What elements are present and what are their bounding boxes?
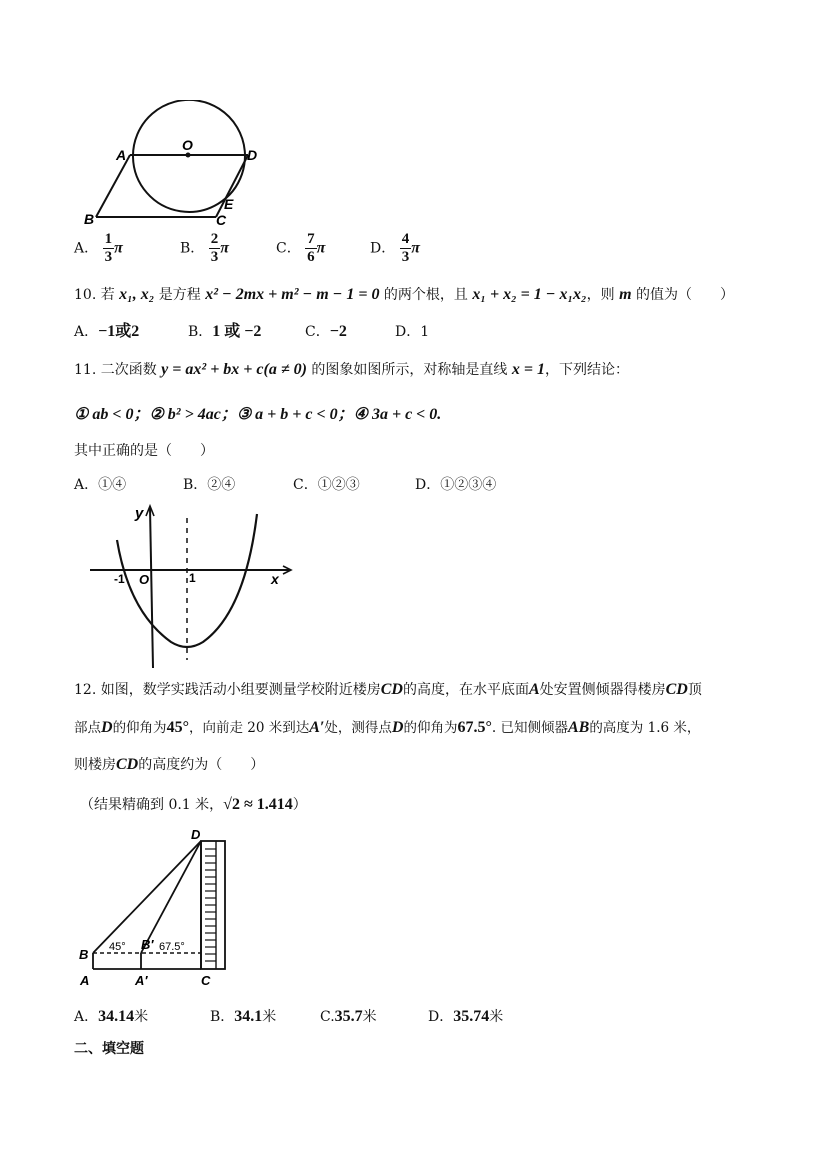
- math: A: [528, 681, 540, 698]
- label-E: E: [224, 196, 234, 212]
- y-axis: [150, 508, 153, 668]
- conclusions-text: ① ab < 0；② b² > 4ac；③ a + b + c < 0；④ 3a + c < 0.: [74, 406, 442, 423]
- q12-note: [80, 795, 307, 815]
- math: m: [619, 286, 632, 303]
- building-elevation-figure: [75, 825, 240, 995]
- numerator: 2: [210, 231, 219, 247]
- q9-option-d: [370, 231, 420, 266]
- option-text: 1: [420, 324, 430, 340]
- denominator: 3: [210, 249, 219, 265]
- option-number: 35.74: [453, 1008, 490, 1025]
- numerator: 4: [401, 231, 410, 247]
- label-D: D: [247, 147, 258, 163]
- pi-symbol: π: [220, 239, 229, 257]
- denominator: 3: [401, 249, 410, 265]
- text: 10. 若: [74, 287, 120, 303]
- math: y = ax² + bx + c(a ≠ 0): [161, 361, 307, 378]
- text: ，则: [586, 287, 620, 303]
- q11-stem: [74, 360, 629, 380]
- label-B-prime: B′: [141, 937, 154, 952]
- fraction: [400, 231, 412, 266]
- text: 的高度，在水平底面: [402, 682, 529, 698]
- label-B: B: [79, 947, 89, 962]
- text: 12. 如图，数学实践活动小组要测量学校附近楼房: [74, 682, 381, 698]
- math: 45°: [166, 719, 189, 736]
- q11-ask: [74, 441, 214, 461]
- label-C: C: [216, 212, 227, 228]
- text: 的高度约为（ ）: [138, 757, 265, 773]
- option-text: 1 或 −2: [212, 323, 262, 340]
- option-letter: A．: [74, 324, 99, 340]
- numerator: 1: [104, 231, 113, 247]
- q11-option-a: A．①④: [74, 477, 127, 493]
- q10-option-a: [74, 322, 139, 342]
- q11-option-b: B．②④: [183, 477, 236, 493]
- text: 的高度为 1.6 米，: [589, 720, 701, 736]
- label-B: B: [84, 211, 95, 227]
- math: D: [101, 719, 113, 736]
- label-origin: O: [139, 572, 150, 587]
- q12-option-c: [320, 1007, 377, 1027]
- math: x₁ + x₂ = 1 − x₁x₂: [472, 286, 587, 303]
- text: ，下列结论：: [545, 362, 629, 378]
- q9-option-b: [180, 231, 229, 266]
- option-number: 34.1: [234, 1008, 263, 1025]
- text: 的两个根，且: [379, 287, 473, 303]
- option-letter: C．: [305, 324, 330, 340]
- q12-option-d: [428, 1007, 503, 1027]
- parabola-graph-figure: [85, 500, 300, 672]
- fraction: [209, 231, 221, 266]
- q10-option-d: [395, 322, 429, 342]
- option-unit: 米: [262, 1009, 277, 1025]
- q12-stem-line1: [74, 680, 702, 700]
- label-O: O: [182, 137, 193, 153]
- option-letter: D．: [370, 240, 396, 257]
- label-D: D: [191, 827, 201, 842]
- pi-symbol: π: [411, 239, 420, 257]
- option-text: −1或2: [98, 323, 140, 340]
- math: CD: [665, 681, 688, 698]
- option-letter: C.: [320, 1009, 335, 1025]
- label-one: 1: [189, 571, 196, 585]
- math: AB: [567, 719, 590, 736]
- option-letter: B．: [188, 324, 213, 340]
- math: x₁, x₂: [119, 286, 155, 303]
- option-letter: B．: [180, 240, 205, 257]
- text: 是方程: [154, 287, 206, 303]
- numerator: 7: [307, 231, 315, 247]
- q10-stem: [74, 285, 734, 305]
- text: 11. 二次函数: [74, 362, 162, 378]
- q11-option-c: C．①②③: [293, 477, 360, 493]
- math: A′: [309, 719, 325, 736]
- option-letter: A．: [74, 1009, 99, 1025]
- option-number: 35.7: [334, 1008, 363, 1025]
- math: √2 ≈ 1.414: [223, 796, 293, 813]
- q12-stem-line2: [74, 718, 700, 738]
- label-C: C: [201, 973, 211, 988]
- pi-symbol: π: [114, 239, 123, 257]
- angle-45: 45°: [109, 941, 126, 953]
- text: 的图象如图所示，对称轴是直线: [306, 362, 512, 378]
- label-neg1: -1: [114, 572, 125, 586]
- fraction: [103, 231, 115, 266]
- label-x: x: [271, 571, 279, 587]
- option-number: 34.14: [98, 1008, 135, 1025]
- text: 顶: [687, 682, 702, 698]
- text: 的仰角为: [112, 720, 167, 736]
- label-A-prime: A′: [135, 973, 148, 988]
- math: x² − 2mx + m² − m − 1 = 0: [205, 286, 380, 303]
- option-text: −2: [329, 323, 347, 340]
- text: ）: [292, 797, 307, 813]
- option-letter: B．: [210, 1009, 235, 1025]
- option-letter: D．: [395, 324, 421, 340]
- math: D: [391, 719, 404, 736]
- label-A: A: [80, 973, 90, 988]
- text: 部点: [74, 720, 101, 736]
- option-letter: D．: [428, 1009, 454, 1025]
- fraction: [305, 231, 317, 266]
- q10-option-c: [305, 322, 347, 342]
- center-O: [186, 153, 191, 158]
- option-unit: 米: [362, 1009, 377, 1025]
- text: 其中正确的是（ ）: [74, 443, 214, 459]
- q9-option-c: [276, 231, 325, 266]
- math: x = 1: [511, 361, 545, 378]
- text: （结果精确到 0.1 米，: [80, 797, 224, 813]
- q10-option-b: [188, 322, 261, 342]
- math: 67.5°: [457, 719, 492, 736]
- math: CD: [380, 681, 403, 698]
- text: . 已知侧倾器: [491, 720, 568, 736]
- text: 处，测得点: [324, 720, 392, 736]
- option-unit: 米: [489, 1009, 504, 1025]
- pi-symbol: π: [316, 239, 326, 257]
- section-heading-fill-in: 二、填空题: [74, 1041, 144, 1057]
- text: 处安置侧倾器得楼房: [539, 682, 666, 698]
- angle-67-5: 67.5°: [159, 941, 185, 953]
- side-AB: [96, 155, 130, 217]
- q11-conclusions: [74, 405, 441, 425]
- option-letter: A．: [74, 240, 99, 257]
- text: 的值为（ ）: [631, 287, 734, 303]
- label-y: y: [135, 505, 144, 522]
- label-A: A: [116, 147, 127, 163]
- q12-stem-line3: [74, 755, 264, 775]
- q9-option-a: [74, 231, 123, 266]
- text: 的仰角为: [403, 720, 458, 736]
- q12-option-b: [210, 1007, 276, 1027]
- denominator: 3: [104, 249, 113, 265]
- text: ，向前走 20 米到达: [188, 720, 310, 736]
- option-unit: 米: [134, 1009, 149, 1025]
- q11-option-d: D．①②③④: [415, 477, 497, 493]
- q12-option-a: [74, 1007, 148, 1027]
- denominator: 6: [307, 249, 315, 265]
- text: 则楼房: [74, 757, 116, 773]
- option-letter: C．: [276, 240, 301, 257]
- circle-parallelogram-figure: [78, 100, 278, 230]
- math: CD: [116, 756, 139, 773]
